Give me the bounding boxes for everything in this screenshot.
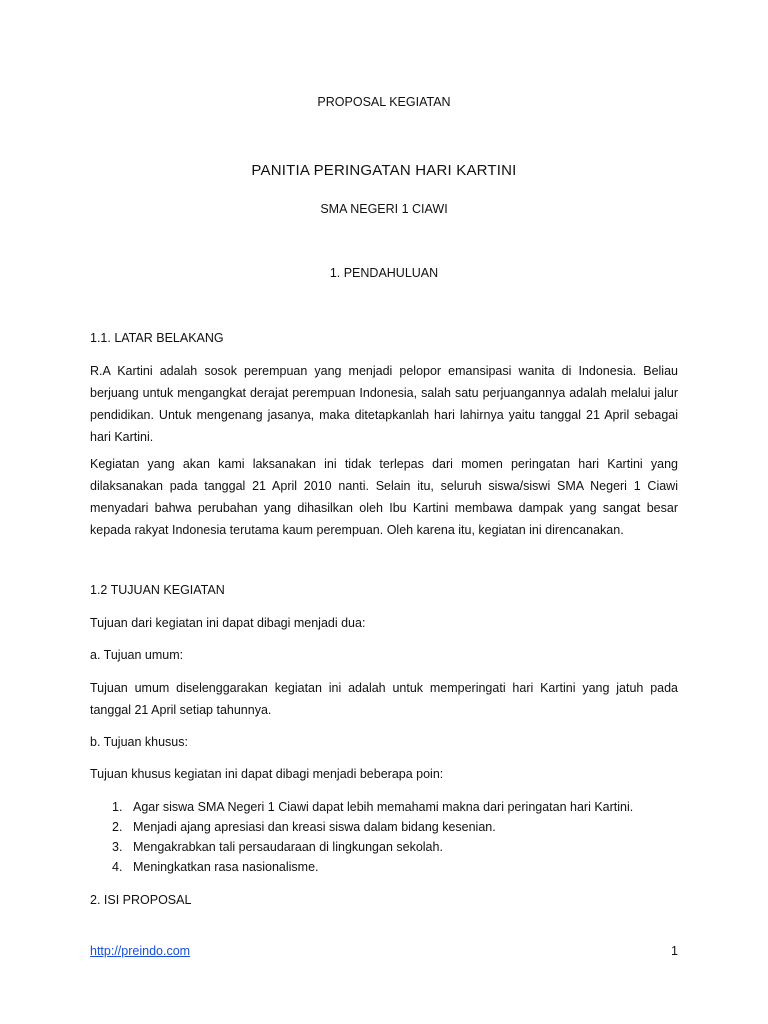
list-item-number: 1. [112, 800, 123, 814]
list-item [90, 817, 678, 837]
list-item [90, 857, 678, 877]
subsection-tujuan-heading: 1.2 TUJUAN KEGIATAN [90, 583, 225, 597]
list-item-text: Mengakrabkan tali persaudaraan di lingkungan sekolah. [133, 840, 443, 854]
latar-belakang-paragraph-2: Kegiatan yang akan kami laksanakan ini tidak terlepas dari momen peringatan hari Kartini yang dilaksanakan pada tanggal 21 April 2010 nanti. Selain itu, seluruh siswa/siswi SMA Negeri 1 Ciawi menyadari bahwa perubahan yang dihasilkan oleh Ibu Kartini membawa dampak yang sangat besar kepada rakyat Indonesia terutama kaum perempuan. Oleh karena itu, kegiatan ini direncanakan. [90, 457, 678, 537]
list-item-number: 3. [112, 840, 123, 854]
footer-link[interactable]: http://preindo.com [90, 944, 191, 958]
tujuan-umum-text: Tujuan umum diselenggarakan kegiatan ini adalah untuk memperingati hari Kartini yang jatuh pada tanggal 21 April setiap tahunnya. [90, 681, 678, 717]
list-item [90, 837, 678, 857]
goals-list [90, 797, 678, 877]
list-item [90, 797, 678, 817]
tujuan-umum-heading: a. Tujuan umum: [90, 648, 184, 662]
section-isi-proposal-heading: 2. ISI PROPOSAL [90, 893, 192, 907]
section-pendahuluan-heading: 1. PENDAHULUAN [329, 266, 439, 280]
list-item-text: Meningkatkan rasa nasionalisme. [133, 860, 319, 874]
tujuan-khusus-heading: b. Tujuan khusus: [90, 735, 188, 749]
document-title: PANITIA PERINGATAN HARI KARTINI [251, 162, 517, 179]
list-item-number: 2. [112, 820, 123, 834]
tujuan-khusus-intro: Tujuan khusus kegiatan ini dapat dibagi menjadi beberapa poin: [90, 767, 444, 781]
tujuan-intro: Tujuan dari kegiatan ini dapat dibagi menjadi dua: [90, 616, 366, 630]
latar-belakang-paragraph-1: R.A Kartini adalah sosok perempuan yang menjadi pelopor emansipasi wanita di Indonesia. Beliau berjuang untuk mengangkat derajat perempuan Indonesia, salah satu perjuangannya adalah melalui jalur pendidikan. Untuk mengenang jasanya, maka ditetapkanlah hari lahirnya yaitu tanggal 21 April sebagai hari Kartini. [90, 364, 678, 444]
subsection-latar-belakang-heading: 1.1. LATAR BELAKANG [90, 331, 224, 345]
school-name: SMA NEGERI 1 CIAWI [320, 202, 448, 216]
list-item-number: 4. [112, 860, 123, 874]
page-number: 1 [671, 944, 678, 958]
list-item-text: Menjadi ajang apresiasi dan kreasi siswa dalam bidang kesenian. [133, 820, 496, 834]
list-item-text: Agar siswa SMA Negeri 1 Ciawi dapat lebih memahami makna dari peringatan hari Kartini. [133, 800, 634, 814]
document-heading: PROPOSAL KEGIATAN [317, 95, 451, 109]
